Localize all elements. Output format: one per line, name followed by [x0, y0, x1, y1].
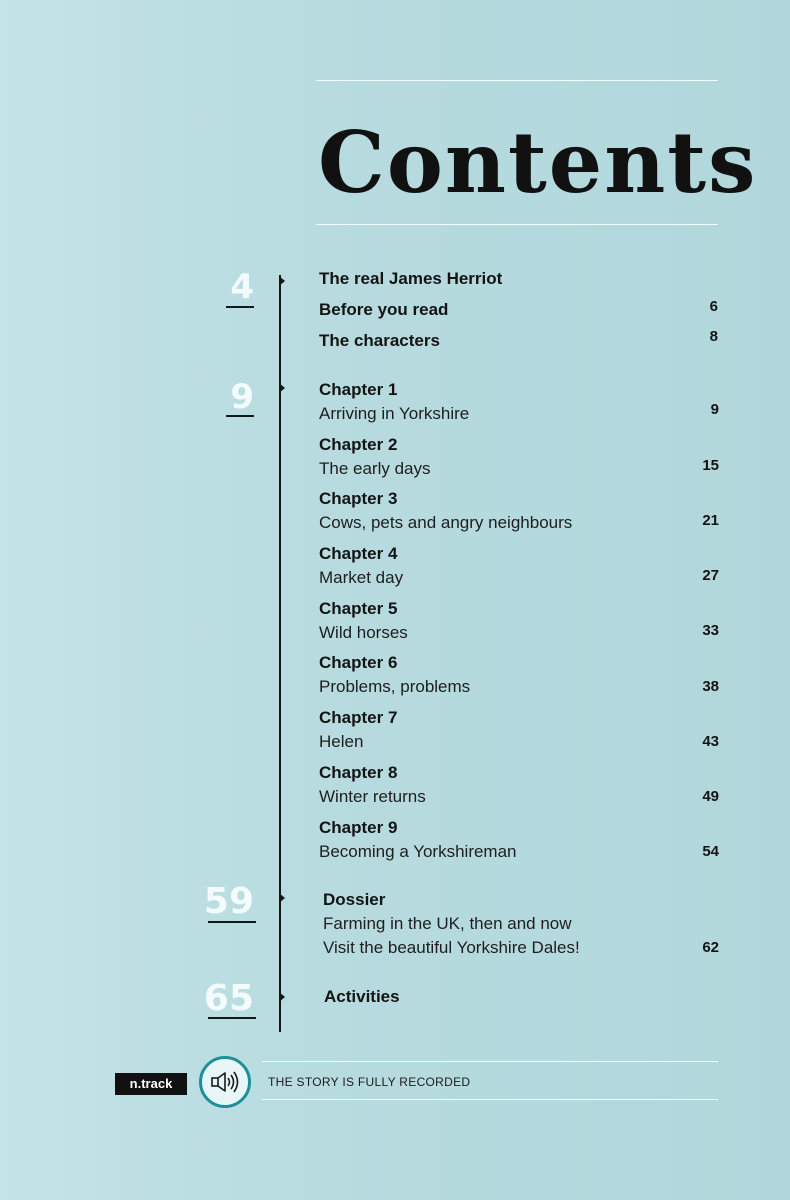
timeline-marker	[279, 893, 285, 903]
chapter-title: The early days	[319, 459, 431, 478]
section-number-65: 65	[203, 978, 254, 1019]
section-number-59: 59	[203, 881, 254, 922]
title-bottom-rule	[316, 224, 718, 225]
chapter-title: Problems, problems	[319, 677, 471, 696]
section-number-underline	[226, 306, 254, 308]
chapter-label: Chapter 6	[319, 653, 398, 672]
chapter-label: Chapter 1	[319, 380, 398, 399]
footer-top-rule	[262, 1061, 718, 1062]
title-top-rule	[316, 80, 718, 81]
page-number: 33	[702, 622, 719, 639]
page-number: 49	[702, 788, 719, 805]
chapter-label: Chapter 7	[319, 708, 398, 727]
dossier-item: Farming in the UK, then and now	[323, 914, 572, 933]
page-number: 43	[702, 733, 719, 750]
chapter-label: Chapter 4	[319, 544, 398, 563]
footer-bottom-rule	[262, 1099, 718, 1100]
dossier-item: Visit the beautiful Yorkshire Dales!	[323, 938, 580, 957]
chapter-label: Chapter 9	[319, 818, 398, 837]
recorded-note: THE STORY IS FULLY RECORDED	[268, 1075, 471, 1089]
section-number-underline	[208, 921, 256, 923]
chapter-label: Chapter 3	[319, 489, 398, 508]
chapter-title: Arriving in Yorkshire	[319, 404, 470, 423]
chapter-title: Market day	[319, 568, 404, 587]
entry-activities[interactable]: Activities	[324, 987, 400, 1006]
page-number: 15	[702, 457, 719, 474]
section-number-9: 9	[230, 377, 254, 417]
section-number-underline	[226, 415, 254, 417]
chapter-title: Helen	[319, 732, 364, 751]
timeline-marker	[279, 383, 285, 393]
chapter-title: Becoming a Yorkshireman	[319, 842, 517, 861]
page-number: 27	[702, 567, 719, 584]
entry-the-characters[interactable]: The characters	[319, 331, 440, 350]
chapter-title: Cows, pets and angry neighbours	[319, 513, 573, 532]
timeline-marker	[279, 276, 285, 286]
ntrack-badge: n.track	[115, 1073, 187, 1095]
chapter-label: Chapter 2	[319, 435, 398, 454]
section-number-underline	[208, 1017, 256, 1019]
chapter-title: Wild horses	[319, 623, 408, 642]
entry-real-james-herriot[interactable]: The real James Herriot	[319, 269, 503, 288]
page-number: 21	[702, 512, 719, 529]
chapter-title: Winter returns	[319, 787, 426, 806]
entry-before-you-read[interactable]: Before you read	[319, 300, 449, 319]
page-number: 54	[702, 843, 719, 860]
page-number: 62	[702, 939, 719, 956]
chapter-label: Chapter 5	[319, 599, 398, 618]
section-number-4: 4	[230, 267, 254, 307]
page-number: 6	[709, 298, 718, 315]
page-number: 9	[710, 401, 719, 418]
speaker-glyph	[210, 1070, 240, 1094]
chapter-label: Chapter 8	[319, 763, 398, 782]
timeline-marker	[279, 992, 285, 1002]
page-number: 38	[702, 678, 719, 695]
page-title: Contents	[318, 113, 758, 212]
dossier-label: Dossier	[323, 890, 386, 909]
page-number: 8	[709, 328, 718, 345]
speaker-icon[interactable]	[199, 1056, 251, 1108]
